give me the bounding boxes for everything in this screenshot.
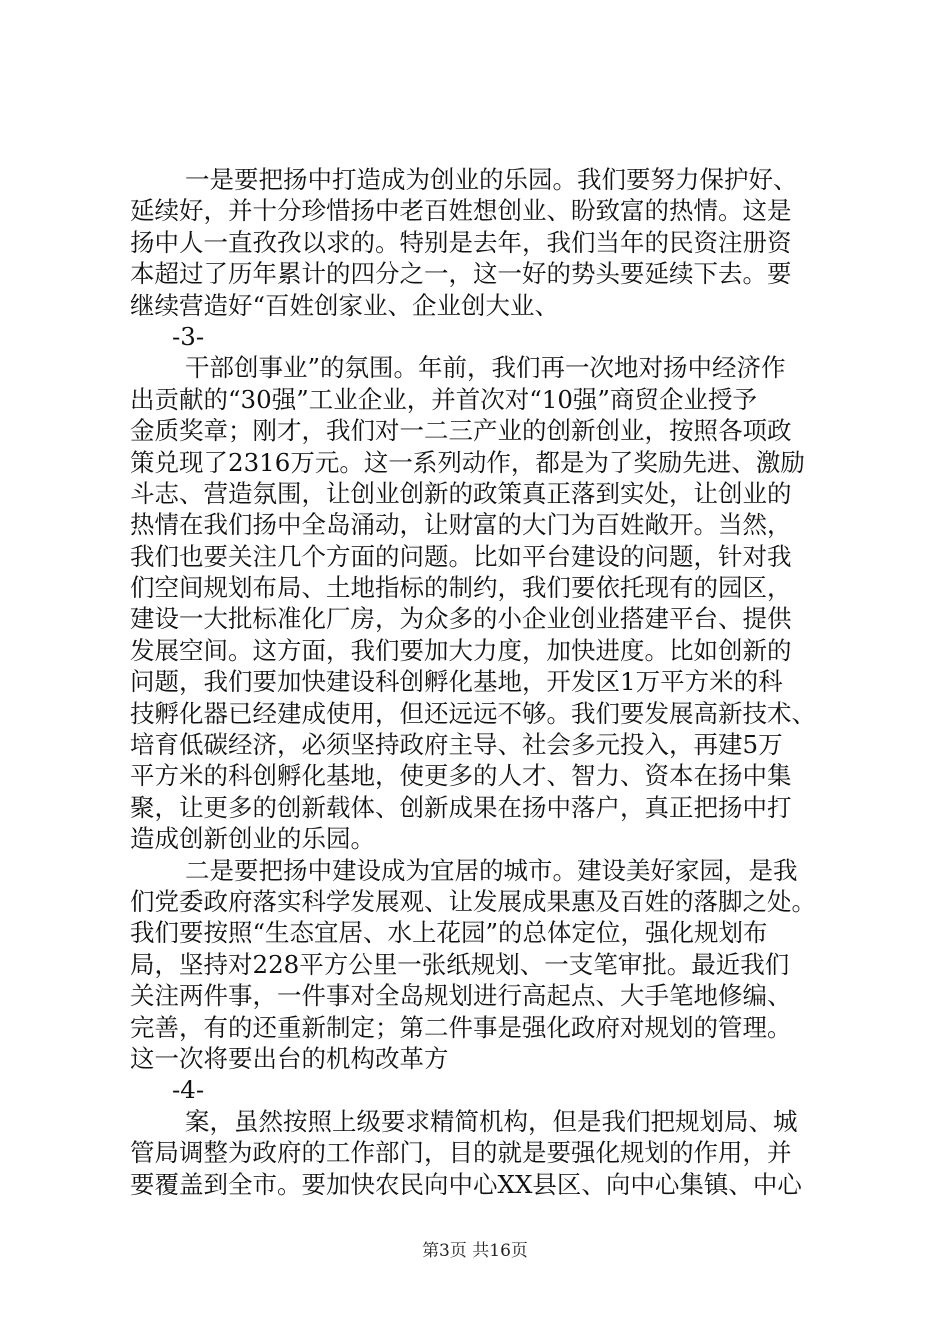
text-line: 发展空间。这方面，我们要加大力度，加快进度。比如创新的 bbox=[130, 635, 792, 665]
text-line: 建设一大批标准化厂房，为众多的小企业创业搭建平台、提供 bbox=[130, 604, 792, 634]
page-footer: 第3页 共16页 bbox=[422, 1241, 528, 1261]
text-line: 问题，我们要加快建设科创孵化基地，开发区1万平方米的科 bbox=[130, 667, 783, 697]
text-line: 们党委政府落实科学发展观、让发展成果惠及百姓的落脚之处。 bbox=[130, 886, 816, 916]
text-line: 延续好，并十分珍惜扬中老百姓想创业、盼致富的热情。这是 bbox=[130, 196, 792, 226]
text-line: 我们也要关注几个方面的问题。比如平台建设的问题，针对我 bbox=[130, 541, 792, 571]
text-line: 们空间规划布局、土地指标的制约，我们要依托现有的园区， bbox=[130, 573, 792, 603]
text-line: 扬中人一直孜孜以求的。特别是去年，我们当年的民资注册资 bbox=[130, 227, 792, 257]
text-line: 二是要把扬中建设成为宜居的城市。建设美好家园，是我 bbox=[185, 855, 798, 885]
text-line: 关注两件事，一件事对全岛规划进行高起点、大手笔地修编、 bbox=[130, 981, 792, 1011]
page-marker: -4- bbox=[172, 1075, 205, 1105]
text-line: 出贡献的“30强”工业企业，并首次对“10强”商贸企业授予 bbox=[130, 384, 757, 414]
text-line: 金质奖章；刚才，我们对一二三产业的创新创业，按照各项政 bbox=[130, 416, 792, 446]
text-line: 聚，让更多的创新载体、创新成果在扬中落户，真正把扬中打 bbox=[130, 792, 792, 822]
text-line: 策兑现了2316万元。这一系列动作，都是为了奖励先进、激励 bbox=[130, 447, 805, 477]
text-line: 造成创新创业的乐园。 bbox=[130, 824, 375, 854]
text-line: 斗志、营造氛围，让创业创新的政策真正落到实处，让创业的 bbox=[130, 478, 792, 508]
text-line: 干部创事业”的氛围。年前，我们再一次地对扬中经济作 bbox=[185, 353, 786, 383]
page-marker: -3- bbox=[172, 321, 205, 351]
text-line: 我们要按照“生态宜居、水上花园”的总体定位，强化规划布 bbox=[130, 918, 768, 948]
text-line: 继续营造好“百姓创家业、企业创大业、 bbox=[130, 290, 560, 320]
text-line: 这一次将要出台的机构改革方 bbox=[130, 1043, 449, 1073]
text-line: 要覆盖到全市。要加快农民向中心XX县区、向中心集镇、中心 bbox=[130, 1169, 802, 1199]
text-line: 热情在我们扬中全岛涌动，让财富的大门为百姓敞开。当然， bbox=[130, 510, 792, 540]
text-line: 一是要把扬中打造成为创业的乐园。我们要努力保护好、 bbox=[185, 165, 798, 194]
text-line: 案，虽然按照上级要求精简机构，但是我们把规划局、城 bbox=[185, 1106, 798, 1136]
text-line: 完善，有的还重新制定；第二件事是强化政府对规划的管理。 bbox=[130, 1012, 792, 1042]
text-line: 培育低碳经济，必须坚持政府主导、社会多元投入，再建5万 bbox=[130, 730, 783, 760]
text-line: 本超过了历年累计的四分之一，这一好的势头要延续下去。要 bbox=[130, 259, 792, 289]
text-line: 平方米的科创孵化基地，使更多的人才、智力、资本在扬中集 bbox=[130, 761, 792, 791]
text-line: 技孵化器已经建成使用，但还远远不够。我们要发展高新技术、 bbox=[130, 698, 816, 728]
document-body bbox=[130, 164, 830, 1200]
text-line: 局，坚持对228平方公里一张纸规划、一支笔审批。最近我们 bbox=[130, 949, 790, 979]
text-line: 管局调整为政府的工作部门，目的就是要强化规划的作用，并 bbox=[130, 1138, 792, 1168]
